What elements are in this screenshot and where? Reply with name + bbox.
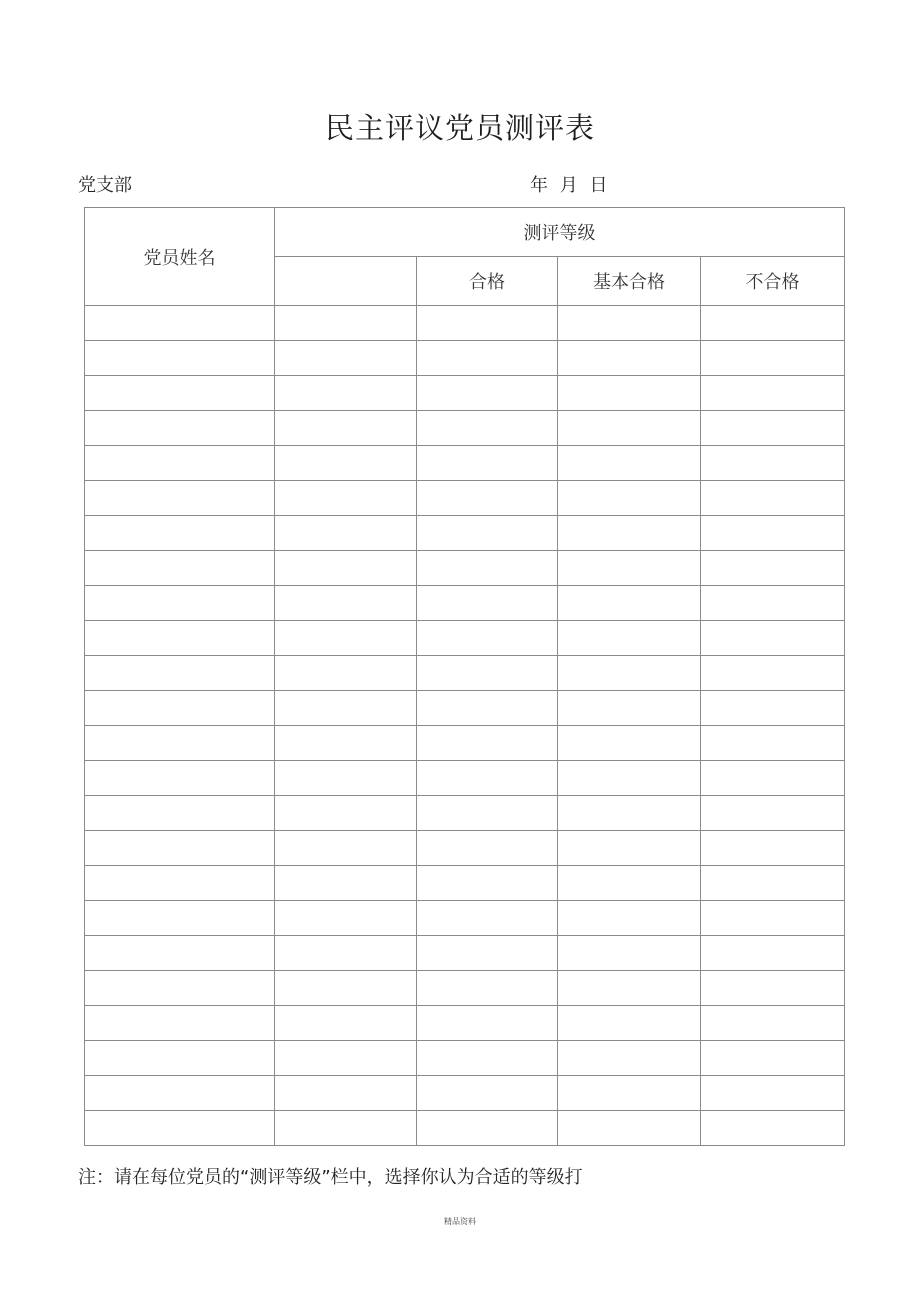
rating-pass-cell[interactable] bbox=[417, 936, 558, 971]
rating-pass-cell[interactable] bbox=[417, 726, 558, 761]
rating-fail-cell[interactable] bbox=[701, 831, 845, 866]
rating-fail-cell[interactable] bbox=[701, 341, 845, 376]
rating-fail-cell[interactable] bbox=[701, 796, 845, 831]
rating-basic-pass-cell[interactable] bbox=[558, 376, 701, 411]
rating-fail-cell[interactable] bbox=[701, 446, 845, 481]
rating-pass-cell[interactable] bbox=[417, 621, 558, 656]
rating-blank-cell[interactable] bbox=[275, 691, 417, 726]
rating-pass-cell[interactable] bbox=[417, 586, 558, 621]
rating-basic-pass-cell[interactable] bbox=[558, 1076, 701, 1111]
table-row bbox=[85, 936, 845, 971]
member-name-cell[interactable] bbox=[85, 481, 275, 516]
rating-option-blank bbox=[275, 257, 417, 306]
table-row bbox=[85, 656, 845, 691]
rating-basic-pass-cell[interactable] bbox=[558, 796, 701, 831]
rating-fail-cell[interactable] bbox=[701, 1076, 845, 1111]
member-name-cell[interactable] bbox=[85, 656, 275, 691]
rating-basic-pass-cell[interactable] bbox=[558, 1041, 701, 1076]
rating-blank-cell[interactable] bbox=[275, 866, 417, 901]
rating-fail-cell[interactable] bbox=[701, 656, 845, 691]
footer-text: 精品资料 bbox=[444, 1217, 476, 1226]
rating-basic-pass-cell[interactable] bbox=[558, 551, 701, 586]
rating-basic-pass-cell[interactable] bbox=[558, 1006, 701, 1041]
member-name-cell[interactable] bbox=[85, 726, 275, 761]
rating-pass-cell[interactable] bbox=[417, 446, 558, 481]
rating-pass-cell[interactable] bbox=[417, 866, 558, 901]
rating-blank-cell[interactable] bbox=[275, 306, 417, 341]
rating-blank-cell[interactable] bbox=[275, 1111, 417, 1146]
rating-basic-pass-cell[interactable] bbox=[558, 901, 701, 936]
member-name-cell[interactable] bbox=[85, 376, 275, 411]
member-name-cell[interactable] bbox=[85, 1006, 275, 1041]
rating-blank-cell[interactable] bbox=[275, 1076, 417, 1111]
rating-blank-cell[interactable] bbox=[275, 341, 417, 376]
rating-blank-cell[interactable] bbox=[275, 1006, 417, 1041]
member-name-cell[interactable] bbox=[85, 551, 275, 586]
rating-pass-cell[interactable] bbox=[417, 761, 558, 796]
rating-pass-cell[interactable] bbox=[417, 1041, 558, 1076]
rating-fail-cell[interactable] bbox=[701, 691, 845, 726]
member-name-cell[interactable] bbox=[85, 516, 275, 551]
rating-blank-cell[interactable] bbox=[275, 446, 417, 481]
rating-pass-cell[interactable] bbox=[417, 306, 558, 341]
evaluation-table bbox=[84, 207, 845, 1146]
rating-option-pass: 合格 bbox=[417, 257, 558, 306]
member-name-cell[interactable] bbox=[85, 761, 275, 796]
member-name-cell[interactable] bbox=[85, 691, 275, 726]
member-name-cell[interactable] bbox=[85, 866, 275, 901]
member-name-cell[interactable] bbox=[85, 411, 275, 446]
table-row bbox=[85, 1111, 845, 1146]
rating-blank-cell[interactable] bbox=[275, 621, 417, 656]
rating-pass-cell[interactable] bbox=[417, 341, 558, 376]
rating-pass-cell[interactable] bbox=[417, 901, 558, 936]
rating-blank-cell[interactable] bbox=[275, 516, 417, 551]
member-name-cell[interactable] bbox=[85, 936, 275, 971]
table-row bbox=[85, 831, 845, 866]
rating-fail-cell[interactable] bbox=[701, 1006, 845, 1041]
rating-basic-pass-cell[interactable] bbox=[558, 586, 701, 621]
rating-pass-cell[interactable] bbox=[417, 656, 558, 691]
rating-fail-cell[interactable] bbox=[701, 726, 845, 761]
member-name-cell[interactable] bbox=[85, 446, 275, 481]
rating-blank-cell[interactable] bbox=[275, 971, 417, 1006]
rating-basic-pass-cell[interactable] bbox=[558, 866, 701, 901]
table-row bbox=[85, 341, 845, 376]
rating-fail-cell[interactable] bbox=[701, 551, 845, 586]
table-row bbox=[85, 761, 845, 796]
rating-pass-cell[interactable] bbox=[417, 516, 558, 551]
table-row bbox=[85, 726, 845, 761]
header-row bbox=[85, 208, 845, 257]
rating-blank-cell[interactable] bbox=[275, 481, 417, 516]
table-row bbox=[85, 376, 845, 411]
table-row bbox=[85, 481, 845, 516]
rating-basic-pass-cell[interactable] bbox=[558, 726, 701, 761]
table-row bbox=[85, 446, 845, 481]
member-name-cell[interactable] bbox=[85, 1041, 275, 1076]
member-name-cell[interactable] bbox=[85, 971, 275, 1006]
rating-basic-pass-cell[interactable] bbox=[558, 761, 701, 796]
table-row bbox=[85, 306, 845, 341]
rating-pass-cell[interactable] bbox=[417, 481, 558, 516]
table-row bbox=[85, 901, 845, 936]
rating-pass-cell[interactable] bbox=[417, 376, 558, 411]
rating-basic-pass-cell[interactable] bbox=[558, 516, 701, 551]
rating-blank-cell[interactable] bbox=[275, 551, 417, 586]
rating-fail-cell[interactable] bbox=[701, 621, 845, 656]
rating-basic-pass-cell[interactable] bbox=[558, 481, 701, 516]
table-row bbox=[85, 796, 845, 831]
member-name-cell[interactable] bbox=[85, 901, 275, 936]
rating-fail-cell[interactable] bbox=[701, 971, 845, 1006]
date-label: 年 月 日 bbox=[530, 175, 608, 196]
rating-basic-pass-cell[interactable] bbox=[558, 341, 701, 376]
rating-fail-cell[interactable] bbox=[701, 516, 845, 551]
rating-fail-cell[interactable] bbox=[701, 901, 845, 936]
rating-pass-cell[interactable] bbox=[417, 411, 558, 446]
rating-pass-cell[interactable] bbox=[417, 796, 558, 831]
rating-blank-cell[interactable] bbox=[275, 411, 417, 446]
rating-fail-cell[interactable] bbox=[701, 586, 845, 621]
instruction-note: 注：请在每位党员的“测评等级”栏中，选择你认为合适的等级打 bbox=[78, 1167, 583, 1188]
rating-fail-cell[interactable] bbox=[701, 376, 845, 411]
rating-pass-cell[interactable] bbox=[417, 691, 558, 726]
rating-basic-pass-cell[interactable] bbox=[558, 411, 701, 446]
table-row bbox=[85, 1006, 845, 1041]
member-name-cell[interactable] bbox=[85, 586, 275, 621]
member-name-header: 党员姓名 bbox=[85, 208, 275, 306]
member-name-cell[interactable] bbox=[85, 341, 275, 376]
rating-basic-pass-cell[interactable] bbox=[558, 936, 701, 971]
rating-fail-cell[interactable] bbox=[701, 306, 845, 341]
rating-fail-cell[interactable] bbox=[701, 1111, 845, 1146]
table-row bbox=[85, 1041, 845, 1076]
table-row bbox=[85, 691, 845, 726]
member-name-cell[interactable] bbox=[85, 796, 275, 831]
rating-fail-cell[interactable] bbox=[701, 866, 845, 901]
rating-pass-cell[interactable] bbox=[417, 831, 558, 866]
rating-blank-cell[interactable] bbox=[275, 831, 417, 866]
rating-basic-pass-cell[interactable] bbox=[558, 306, 701, 341]
rating-basic-pass-cell[interactable] bbox=[558, 656, 701, 691]
member-name-cell[interactable] bbox=[85, 1076, 275, 1111]
rating-pass-cell[interactable] bbox=[417, 1006, 558, 1041]
table-row bbox=[85, 586, 845, 621]
table-row bbox=[85, 1076, 845, 1111]
rating-level-header: 测评等级 bbox=[275, 208, 845, 257]
table-row bbox=[85, 621, 845, 656]
rating-pass-cell[interactable] bbox=[417, 1111, 558, 1146]
table-row bbox=[85, 866, 845, 901]
rating-blank-cell[interactable] bbox=[275, 1041, 417, 1076]
rating-fail-cell[interactable] bbox=[701, 761, 845, 796]
rating-blank-cell[interactable] bbox=[275, 761, 417, 796]
rating-basic-pass-cell[interactable] bbox=[558, 446, 701, 481]
rating-blank-cell[interactable] bbox=[275, 656, 417, 691]
table-row bbox=[85, 551, 845, 586]
rating-fail-cell[interactable] bbox=[701, 936, 845, 971]
rating-basic-pass-cell[interactable] bbox=[558, 691, 701, 726]
rating-fail-cell[interactable] bbox=[701, 411, 845, 446]
rating-basic-pass-cell[interactable] bbox=[558, 1111, 701, 1146]
rating-basic-pass-cell[interactable] bbox=[558, 831, 701, 866]
rating-pass-cell[interactable] bbox=[417, 971, 558, 1006]
rating-blank-cell[interactable] bbox=[275, 586, 417, 621]
rating-blank-cell[interactable] bbox=[275, 796, 417, 831]
member-name-cell[interactable] bbox=[85, 831, 275, 866]
party-branch-label: 党支部 bbox=[78, 175, 132, 196]
rating-blank-cell[interactable] bbox=[275, 726, 417, 761]
rating-pass-cell[interactable] bbox=[417, 1076, 558, 1111]
rating-blank-cell[interactable] bbox=[275, 936, 417, 971]
rating-blank-cell[interactable] bbox=[275, 376, 417, 411]
rating-pass-cell[interactable] bbox=[417, 551, 558, 586]
rating-blank-cell[interactable] bbox=[275, 901, 417, 936]
table-row bbox=[85, 516, 845, 551]
table-row bbox=[85, 411, 845, 446]
rating-option-fail: 不合格 bbox=[701, 257, 845, 306]
rating-fail-cell[interactable] bbox=[701, 1041, 845, 1076]
page-title: 民主评议党员测评表 bbox=[324, 111, 595, 145]
rating-fail-cell[interactable] bbox=[701, 481, 845, 516]
rating-basic-pass-cell[interactable] bbox=[558, 621, 701, 656]
table-row bbox=[85, 971, 845, 1006]
member-name-cell[interactable] bbox=[85, 621, 275, 656]
member-name-cell[interactable] bbox=[85, 306, 275, 341]
member-name-cell[interactable] bbox=[85, 1111, 275, 1146]
rating-option-basic-pass: 基本合格 bbox=[558, 257, 701, 306]
rating-basic-pass-cell[interactable] bbox=[558, 971, 701, 1006]
